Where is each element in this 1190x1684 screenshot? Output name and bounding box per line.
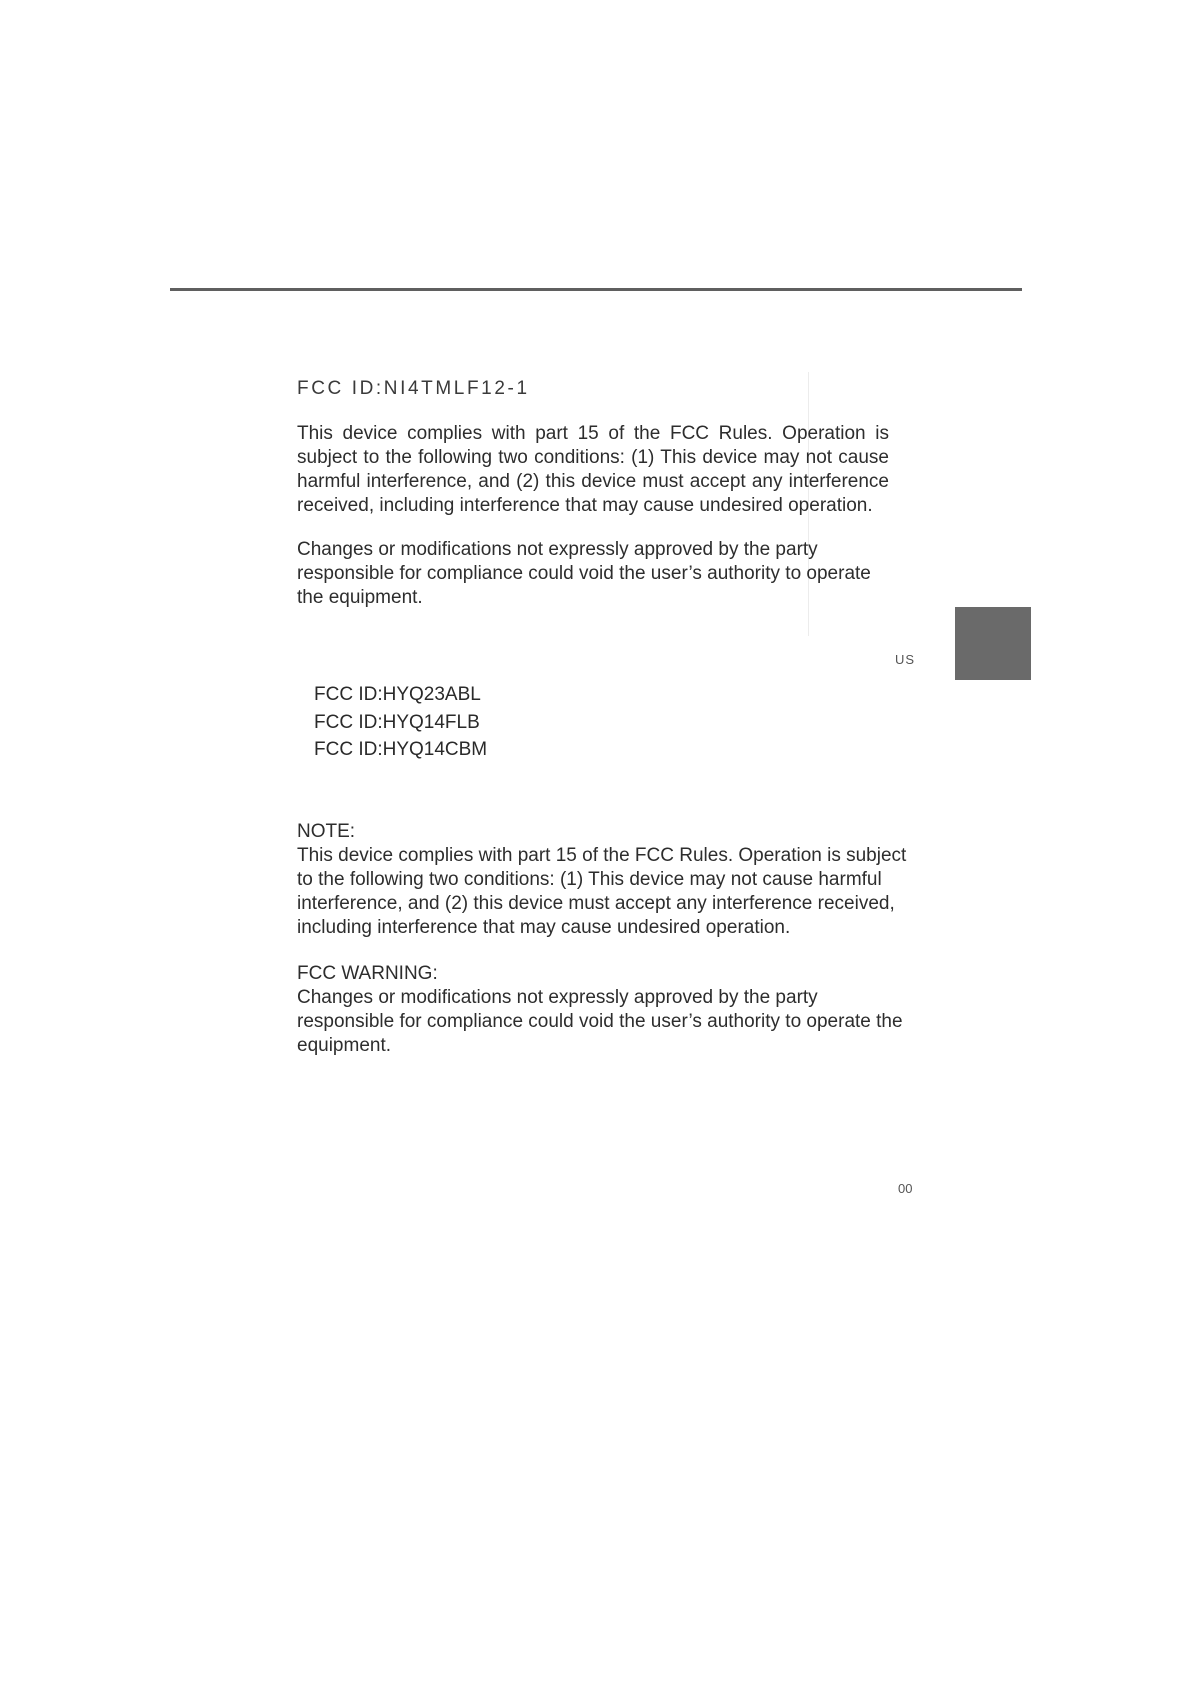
fcc-id-heading: FCC ID:NI4TMLF12-1 xyxy=(297,378,530,399)
page-number: 00 xyxy=(898,1181,913,1196)
warning-section xyxy=(297,962,907,1058)
warning-text: Changes or modifications not expressly approved by the party responsible for compliance could void the user’s authority to operate the equipment. xyxy=(297,987,903,1056)
fcc-id-item: FCC ID:HYQ14FLB xyxy=(314,711,480,733)
compliance-paragraph: This device complies with part 15 of the FCC Rules. Operation is subject to the following two conditions: (1) This device may not cause harmful interference, and (2) this device must accept any interference received, including interference that may cause undesired operation. xyxy=(297,423,889,516)
note-text: This device complies with part 15 of the FCC Rules. Operation is subject to the following two conditions: (1) This device may not cause harmful interference, and (2) this device must accept any interference received, including interference that may cause undesired operation. xyxy=(297,845,907,938)
fcc-id-item: FCC ID:HYQ14CBM xyxy=(314,739,488,760)
fcc-id-list xyxy=(314,681,487,764)
modifications-paragraph: Changes or modifications not expressly approved by the party responsible for compliance could void the user’s authority to operate the equipment. xyxy=(297,539,871,608)
note-heading: NOTE: xyxy=(297,821,356,842)
note-section xyxy=(297,820,907,940)
region-label: US xyxy=(895,652,916,667)
section-tab-marker xyxy=(955,607,1031,680)
top-divider xyxy=(170,288,1022,291)
warning-heading: FCC WARNING: xyxy=(297,963,438,984)
fcc-id-item: FCC ID:HYQ23ABL xyxy=(314,684,481,705)
